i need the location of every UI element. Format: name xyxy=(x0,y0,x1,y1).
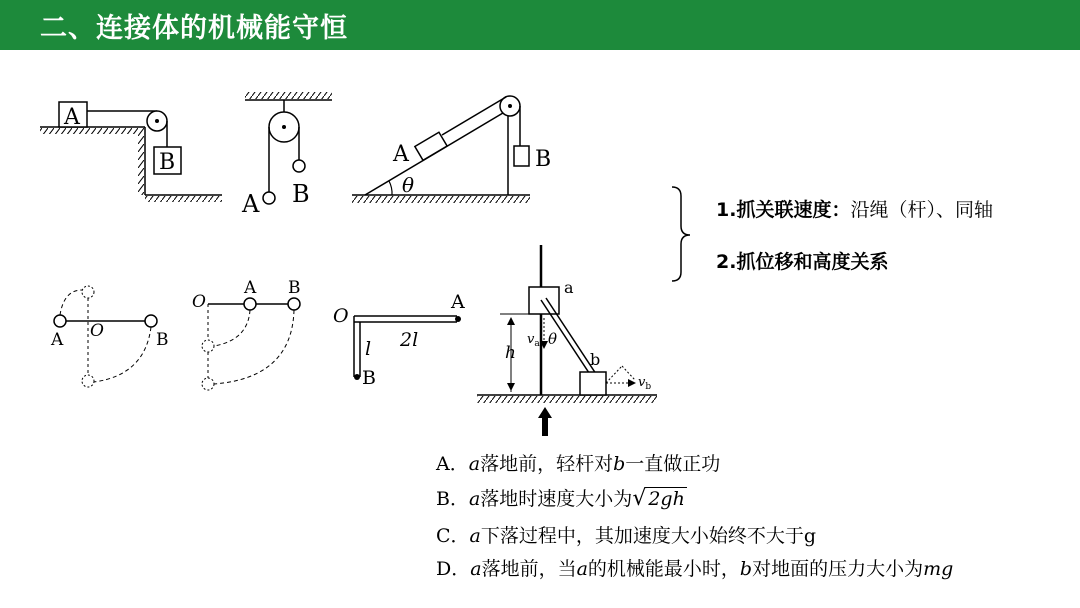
up-arrow-icon xyxy=(538,407,552,436)
diagram-rod-end-pivot xyxy=(192,278,301,390)
label-2l: 2l xyxy=(400,329,419,351)
ball-a xyxy=(244,298,256,310)
note-1-bold: 1.抓关联速度： xyxy=(716,199,851,221)
option-a: A．a落地前，轻杆对b一直做正功 xyxy=(436,453,721,475)
label-a: A xyxy=(451,291,465,313)
label-h: h xyxy=(505,343,516,363)
ball-b xyxy=(293,160,305,172)
diagram-l-rod xyxy=(333,291,465,389)
block-b xyxy=(514,146,529,166)
page-title: 二、连接体的机械能守恒 xyxy=(40,13,348,44)
label-l: l xyxy=(365,338,372,360)
brace xyxy=(672,187,690,281)
ball-b xyxy=(288,298,300,310)
label-theta: θ xyxy=(548,330,558,348)
option-d: D．a落地前，当a的机械能最小时，b对地面的压力大小为mg xyxy=(436,558,954,580)
label-vb: $v_b$ xyxy=(638,375,652,392)
label-theta: θ xyxy=(402,173,415,197)
block-a xyxy=(415,132,447,160)
diagram-incline xyxy=(352,96,551,203)
label-b: B xyxy=(535,147,552,172)
label-o: O xyxy=(333,305,349,327)
diagram-rod-center-pivot xyxy=(50,286,169,387)
label-a: A xyxy=(242,190,260,218)
label-o: O xyxy=(90,321,104,341)
label-b: B xyxy=(156,330,169,350)
label-a: A xyxy=(51,330,64,350)
label-a: A xyxy=(244,278,257,298)
label-a: a xyxy=(564,278,574,297)
label-a: A xyxy=(64,105,80,130)
label-b: b xyxy=(590,350,601,369)
label-b: B xyxy=(362,367,376,389)
block-b xyxy=(580,372,606,395)
label-va: $v_a$ xyxy=(527,332,540,349)
diagram-hanging-pulleys xyxy=(241,92,332,218)
sqrt-expression: √ 2gh xyxy=(632,486,685,511)
diagram-sliding-rod xyxy=(477,245,657,436)
label-b: B xyxy=(288,278,301,298)
ball-a xyxy=(263,192,275,204)
ball-a xyxy=(54,315,66,327)
label-a: A xyxy=(393,142,409,167)
label-o: O xyxy=(192,292,206,312)
label-b: B xyxy=(292,180,310,208)
note-1-rest: 沿绳（杆）、同轴 xyxy=(850,199,993,221)
diagram-table-pulley xyxy=(40,102,222,202)
option-c: C．a下落过程中，其加速度大小始终不大于g xyxy=(436,525,817,547)
note-1 xyxy=(716,195,993,222)
note-2-bold: 2.抓位移和高度关系 xyxy=(716,251,889,273)
ball-b xyxy=(145,315,157,327)
label-b: B xyxy=(159,150,176,175)
note-2 xyxy=(716,247,888,274)
option-b: B．a落地时速度大小为√ 2gh xyxy=(436,486,685,511)
